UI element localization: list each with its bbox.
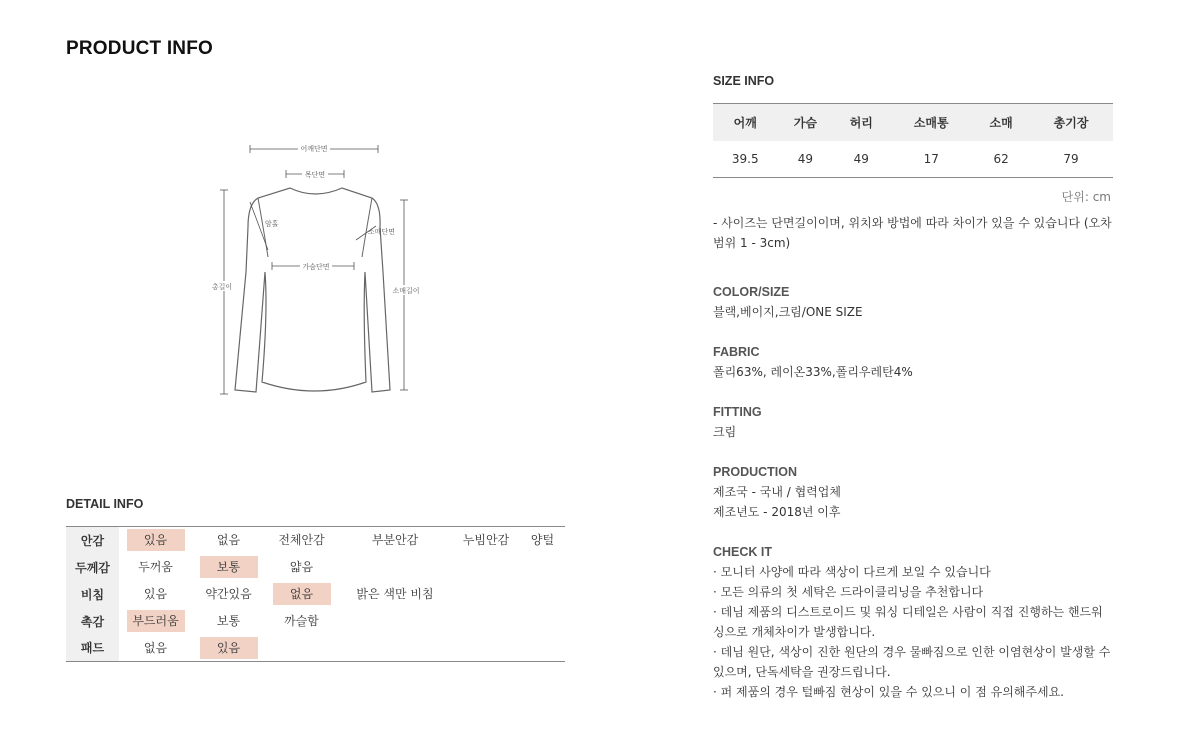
size-value-length: 79	[1063, 151, 1079, 166]
check-it-line: · 모니터 사양에 따라 색상이 다르게 보일 수 있습니다	[713, 565, 991, 579]
size-value-row	[713, 141, 1113, 178]
fitting-title: FITTING	[713, 405, 762, 419]
sleeve-length-label: 소매길이	[392, 287, 420, 295]
chest-label: 가슴단면	[302, 263, 330, 271]
detail-option-selected: 부드러움	[127, 610, 185, 632]
detail-cell	[119, 527, 192, 554]
detail-info-title: DETAIL INFO	[66, 497, 144, 511]
length-label: 총길이	[211, 283, 233, 291]
size-header-row	[713, 104, 1113, 141]
size-value-chest: 49	[797, 151, 814, 166]
check-it-title: CHECK IT	[713, 545, 773, 559]
size-unit: 단위: cm	[1061, 190, 1111, 204]
detail-cell	[192, 581, 265, 608]
size-value-waist: 49	[853, 151, 869, 166]
check-it-line: · 퍼 제품의 경우 털빠짐 현상이 있을 수 있으니 이 점 유의해주세요.	[713, 685, 1064, 699]
detail-cell	[192, 527, 265, 554]
detail-option: 없음	[143, 640, 168, 655]
detail-option-selected: 있음	[127, 529, 185, 551]
detail-option: 보통	[216, 614, 241, 628]
size-info-table	[713, 103, 1113, 178]
size-value-sleeve-width: 17	[923, 151, 939, 166]
check-it-line: · 데님 제품의 디스트로이드 및 워싱 디테일은 사람이 직접 진행하는 핸드워싱으로 개체차이가 발생합니다.	[713, 605, 1103, 639]
detail-cell	[119, 608, 192, 635]
shoulder-label: 어깨단면	[300, 145, 328, 153]
detail-option: 두꺼움	[138, 560, 173, 574]
detail-row-label: 두께감	[66, 554, 119, 581]
page-title: PRODUCT INFO	[66, 38, 214, 59]
detail-cell	[452, 527, 520, 554]
color-size-text: 블랙,베이지,크림/ONE SIZE	[713, 305, 863, 319]
detail-empty-cell	[520, 608, 565, 635]
production-line: 제조년도 - 2018년 이후	[713, 505, 841, 519]
fabric-text: 폴리63%, 레이온33%,폴리우레탄4%	[713, 365, 913, 379]
sleeve-width-label: 소매단면	[368, 228, 396, 236]
detail-cell	[119, 635, 192, 662]
detail-row-label: 비침	[66, 581, 119, 608]
detail-option: 없음	[216, 533, 241, 548]
detail-cell	[338, 581, 452, 608]
check-it-line: · 모든 의류의 첫 세탁은 드라이클리닝을 추천합니다	[713, 585, 984, 599]
size-header-chest: 가슴	[777, 104, 833, 141]
armhole-label: 암홀	[265, 220, 279, 228]
detail-row-label: 촉감	[66, 608, 119, 635]
detail-empty-cell	[520, 581, 565, 608]
garment-diagram	[190, 132, 430, 402]
detail-option: 양털	[530, 533, 555, 548]
size-value-shoulder: 39.5	[731, 151, 759, 166]
size-value-sleeve: 62	[993, 151, 1009, 166]
detail-empty-cell	[452, 635, 520, 662]
detail-cell	[338, 527, 452, 554]
detail-option-selected: 없음	[273, 583, 331, 605]
detail-empty-cell	[452, 554, 520, 581]
detail-empty-cell	[338, 608, 452, 635]
detail-option: 누빔안감	[462, 533, 510, 548]
size-header-sleeve-width: 소매통	[889, 104, 973, 141]
fabric-block	[713, 342, 1133, 382]
color-size-block	[713, 282, 1133, 322]
detail-row-label: 패드	[66, 635, 119, 662]
detail-empty-cell	[338, 635, 452, 662]
detail-option-selected: 보통	[200, 556, 258, 578]
check-it-block	[713, 542, 1113, 702]
detail-option: 있음	[143, 587, 168, 601]
detail-info-table	[66, 526, 565, 662]
detail-option: 밝은 색만 비침	[356, 587, 434, 601]
detail-row-label: 안감	[66, 527, 119, 554]
detail-row	[66, 635, 565, 662]
detail-cell	[192, 608, 265, 635]
detail-option: 약간있음	[205, 587, 252, 601]
detail-empty-cell	[338, 554, 452, 581]
check-it-line: · 데님 원단, 색상이 진한 원단의 경우 물빠짐으로 인한 이염현상이 발생할 수 있으며, 단독세탁을 권장드립니다.	[713, 645, 1111, 679]
detail-row	[66, 554, 565, 581]
detail-row	[66, 608, 565, 635]
size-header-sleeve: 소매	[973, 104, 1029, 141]
detail-empty-cell	[265, 635, 338, 662]
size-header-length: 총기장	[1029, 104, 1113, 141]
detail-cell	[119, 581, 192, 608]
detail-cell	[265, 608, 338, 635]
detail-option-selected: 있음	[200, 637, 258, 659]
detail-cell	[265, 554, 338, 581]
detail-row	[66, 581, 565, 608]
detail-empty-cell	[452, 608, 520, 635]
detail-cell	[192, 635, 265, 662]
detail-cell	[192, 554, 265, 581]
detail-option: 전체안감	[278, 533, 325, 548]
production-title: PRODUCTION	[713, 465, 798, 479]
detail-empty-cell	[520, 635, 565, 662]
size-info-title: SIZE INFO	[713, 74, 775, 88]
fitting-text: 크림	[713, 425, 737, 439]
size-header-shoulder: 어깨	[713, 104, 777, 141]
production-block	[713, 462, 1133, 522]
detail-option: 부분안감	[371, 533, 419, 548]
fitting-block	[713, 402, 1133, 442]
size-header-waist: 허리	[833, 104, 889, 141]
size-note: - 사이즈는 단면길이이며, 위치와 방법에 따라 차이가 있을 수 있습니다 (오차범위 1 - 3cm)	[713, 216, 1112, 250]
color-size-title: COLOR/SIZE	[713, 285, 790, 299]
detail-option: 얇음	[289, 560, 314, 574]
detail-empty-cell	[520, 554, 565, 581]
fabric-title: FABRIC	[713, 345, 760, 359]
detail-cell	[265, 581, 338, 608]
detail-cell	[520, 527, 565, 554]
detail-row	[66, 527, 565, 554]
garment-diagram-svg	[190, 132, 430, 402]
neck-label: 목단면	[304, 171, 326, 179]
detail-option: 까슬함	[284, 614, 319, 628]
detail-empty-cell	[452, 581, 520, 608]
detail-cell	[119, 554, 192, 581]
production-line: 제조국 - 국내 / 협력업체	[713, 485, 841, 499]
detail-cell	[265, 527, 338, 554]
